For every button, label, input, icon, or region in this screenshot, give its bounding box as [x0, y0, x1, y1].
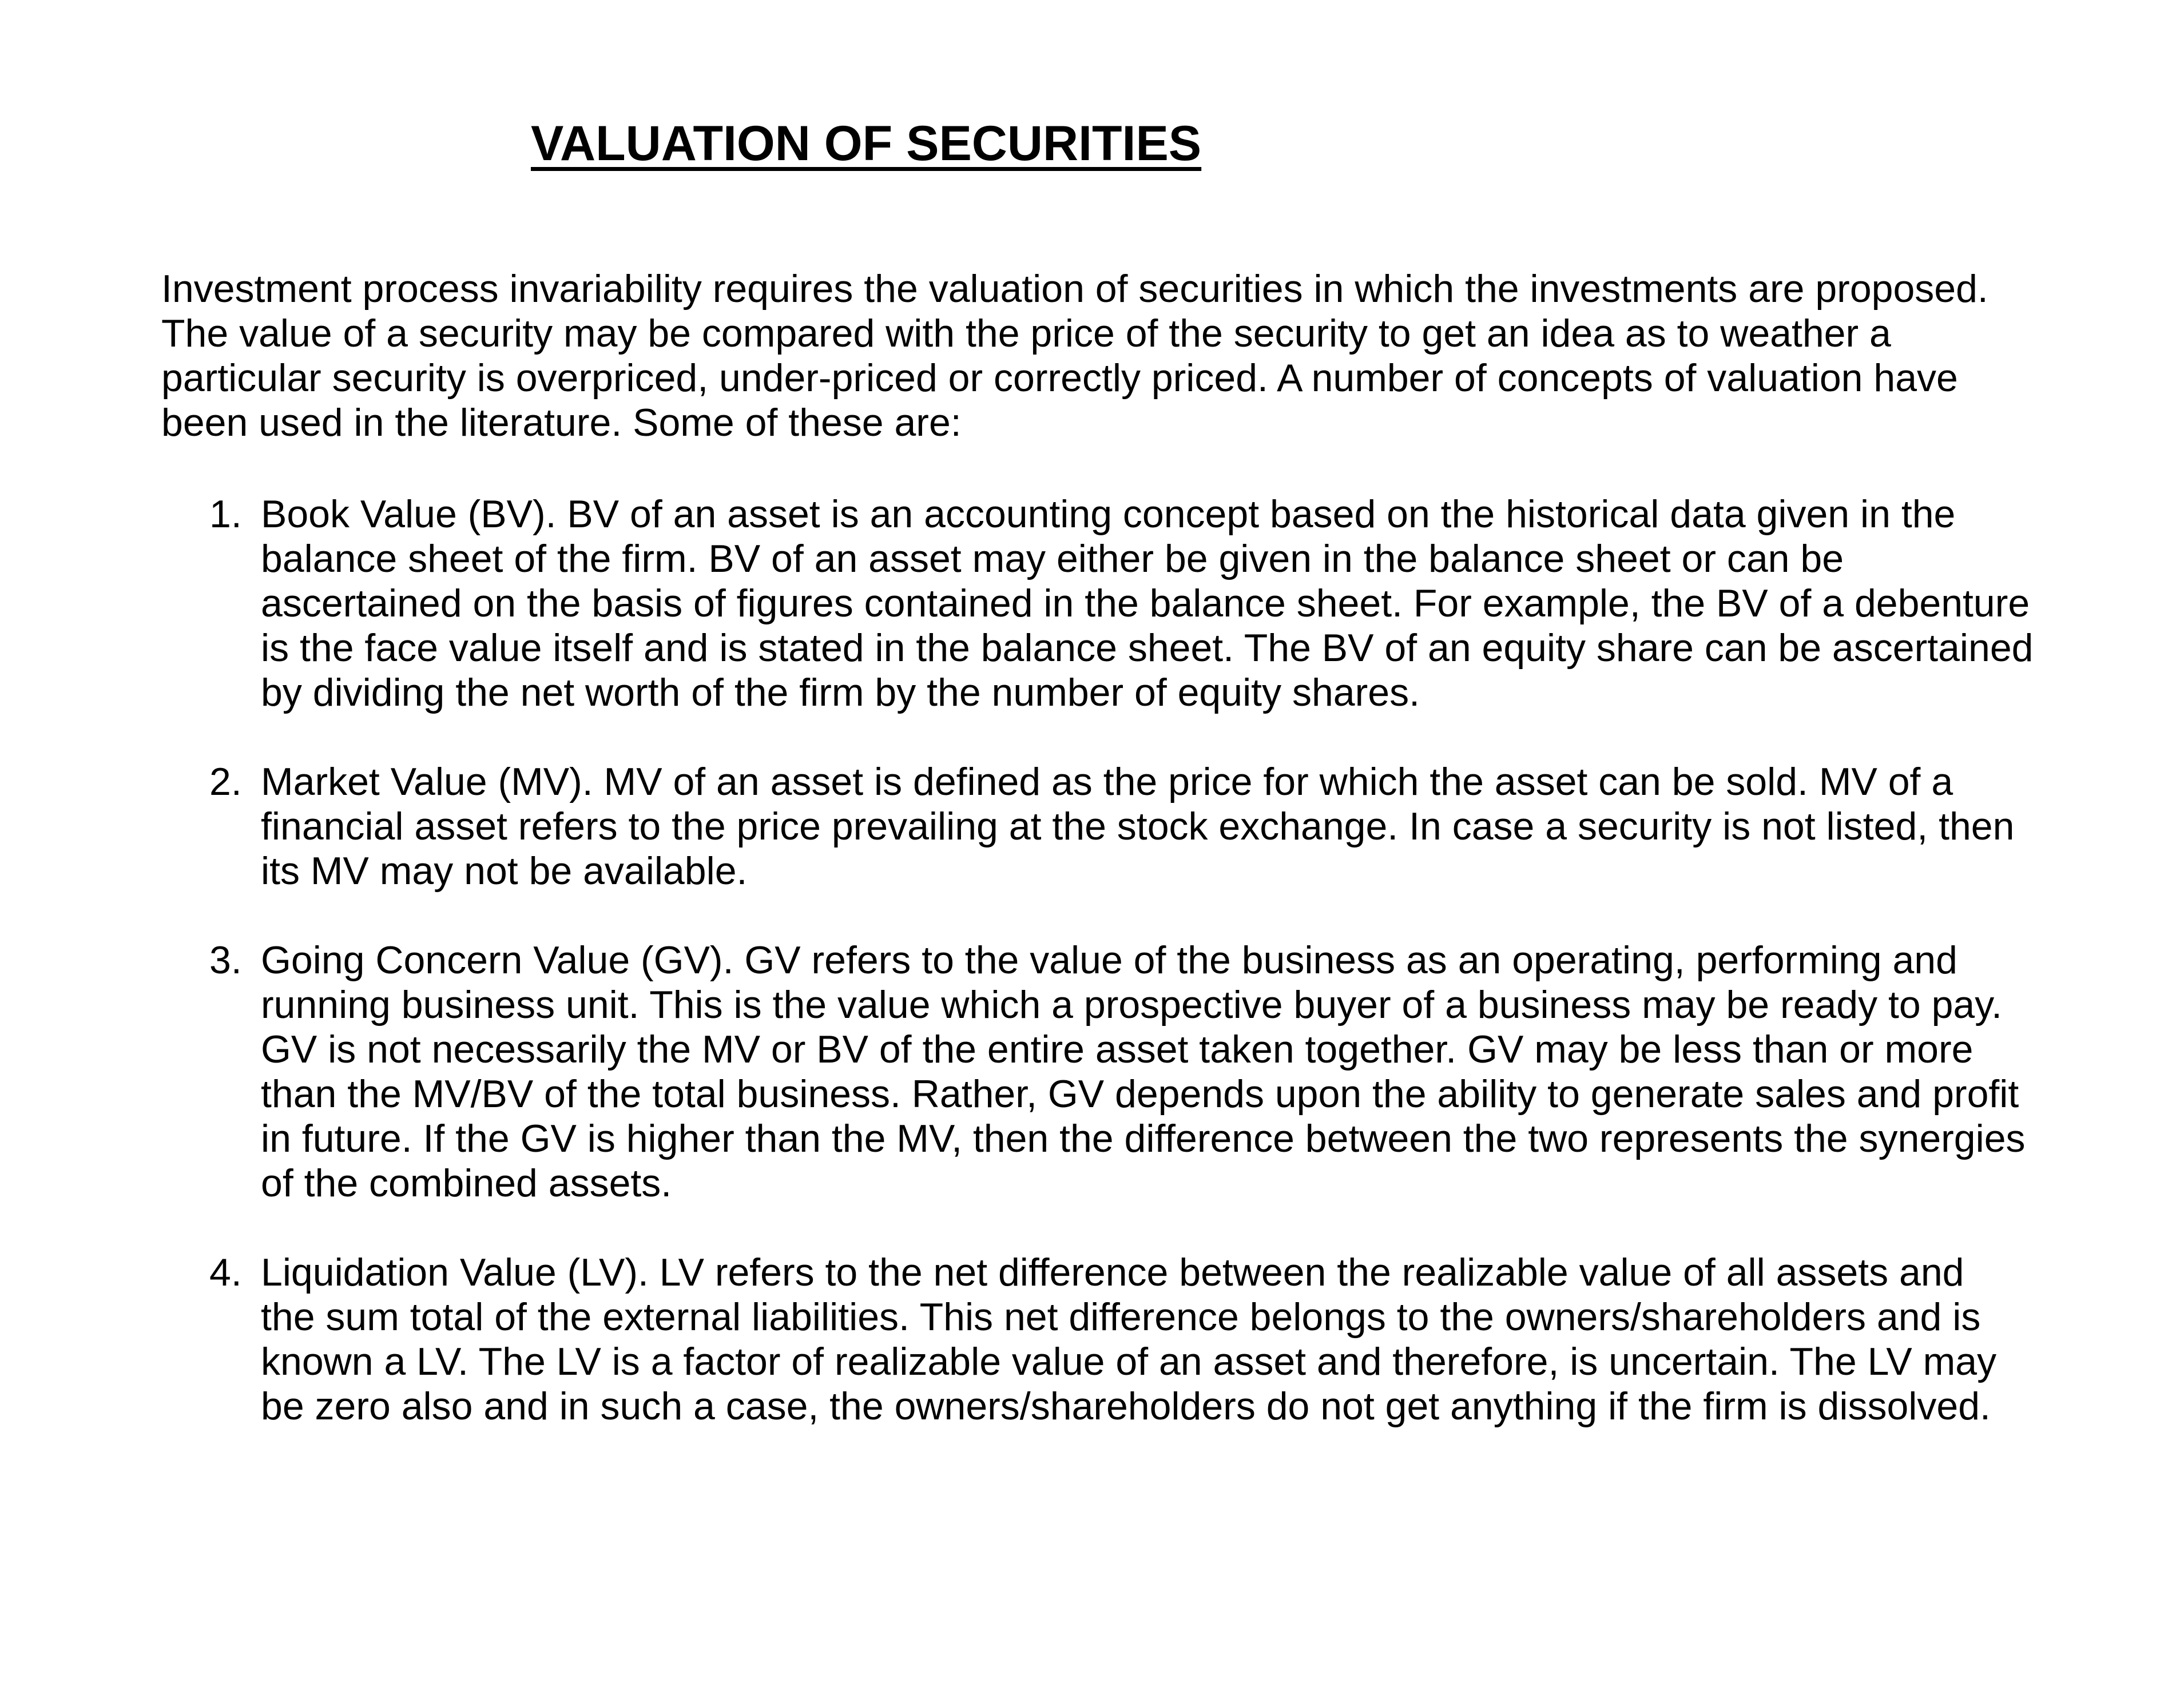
valuation-concepts-list	[161, 492, 2049, 1429]
list-item-line: Market Value (MV). MV of an asset is defined as the price for which the asset can be sold. MV of a	[261, 760, 1953, 803]
list-item-going-concern-value	[161, 938, 2049, 1205]
list-item-liquidation-value	[161, 1250, 2049, 1429]
list-item-number: 1.	[209, 492, 242, 536]
list-item-line: GV is not necessarily the MV or BV of the entire asset taken together. GV may be less than or more	[261, 1028, 1973, 1071]
intro-line: Investment process invariability requires the valuation of securities in which the investments are proposed.	[161, 267, 1988, 311]
list-item-line: by dividing the net worth of the firm by the number of equity shares.	[261, 671, 1420, 714]
intro-line: particular security is overpriced, under-priced or correctly priced. A number of concepts of valuation have	[161, 356, 1958, 400]
list-item-line: known a LV. The LV is a factor of realizable value of an asset and therefore, is uncertain. The LV may	[261, 1340, 1997, 1383]
list-item-line: is the face value itself and is stated in the balance sheet. The BV of an equity share can be ascertained	[261, 626, 2034, 670]
document-title: VALUATION OF SECURITIES	[531, 116, 1202, 171]
list-item-number: 4.	[209, 1251, 242, 1294]
list-item-line: be zero also and in such a case, the owners/shareholders do not get anything if the firm is dissolved.	[261, 1384, 1991, 1428]
list-item-line: ascertained on the basis of figures contained in the balance sheet. For example, the BV of a debenture	[261, 582, 2030, 625]
list-item-line: in future. If the GV is higher than the MV, then the difference between the two represents the synergies	[261, 1117, 2026, 1160]
list-item-line: Going Concern Value (GV). GV refers to the value of the business as an operating, performing and	[261, 938, 1957, 982]
list-item-number: 2.	[209, 760, 242, 803]
list-item-line: balance sheet of the firm. BV of an asset may either be given in the balance sheet or can be	[261, 537, 1844, 580]
list-item-line: the sum total of the external liabilities. This net difference belongs to the owners/shareholders and is	[261, 1295, 1981, 1339]
list-item-line: running business unit. This is the value which a prospective buyer of a business may be ready to pay.	[261, 983, 2003, 1026]
list-item-line: Liquidation Value (LV). LV refers to the net difference between the realizable value of all assets and	[261, 1251, 1964, 1294]
list-item-line: Book Value (BV). BV of an asset is an accounting concept based on the historical data given in the	[261, 492, 1956, 536]
intro-line: been used in the literature. Some of these are:	[161, 401, 962, 444]
list-item-market-value	[161, 759, 2049, 893]
list-item-book-value	[161, 492, 2049, 715]
intro-line: The value of a security may be compared with the price of the security to get an idea as to weather a	[161, 312, 1891, 355]
list-item-number: 3.	[209, 938, 242, 982]
list-item-line: than the MV/BV of the total business. Rather, GV depends upon the ability to generate sales and profit	[261, 1072, 2019, 1116]
intro-paragraph	[161, 266, 2049, 445]
list-item-line: of the combined assets.	[261, 1161, 672, 1205]
list-item-line: financial asset refers to the price prevailing at the stock exchange. In case a security is not listed, then	[261, 805, 2015, 848]
list-item-line: its MV may not be available.	[261, 849, 748, 893]
